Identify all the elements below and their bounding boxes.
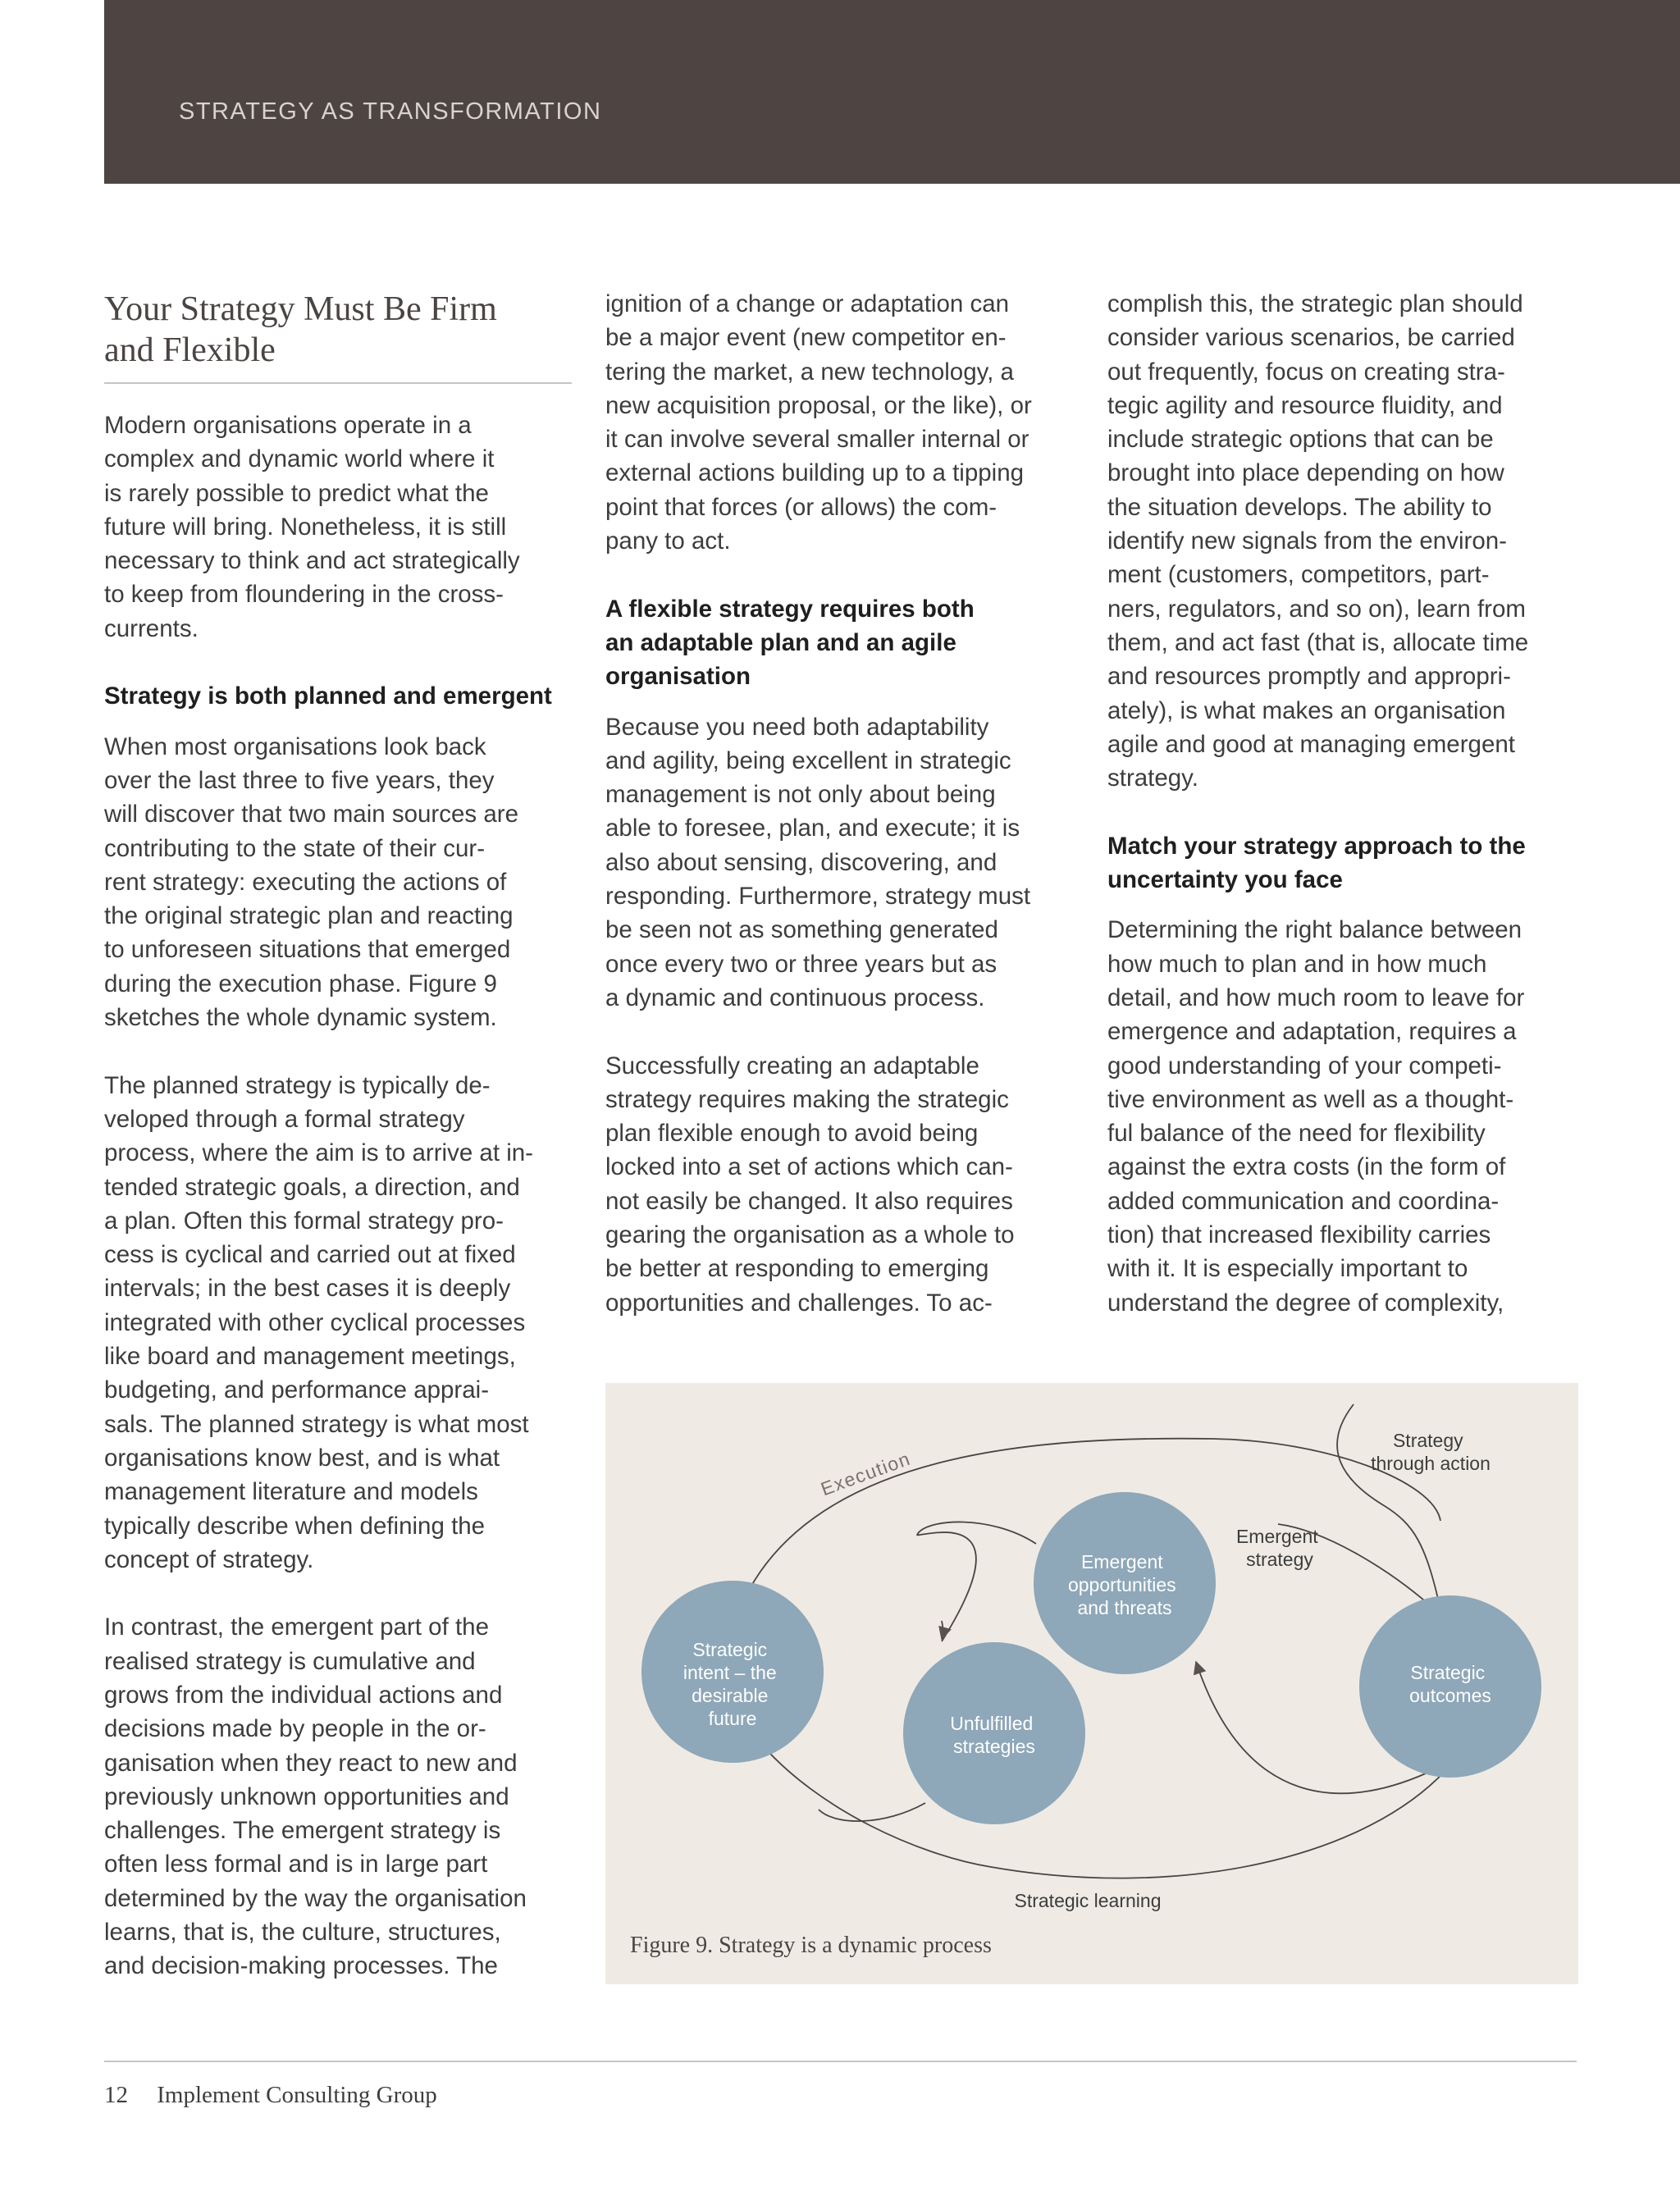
text-line: tended strategic goals, a direction, and xyxy=(104,1173,520,1201)
paragraph xyxy=(104,1069,576,1577)
label-emergent-strategy: Emergent strategy xyxy=(1235,1526,1318,1570)
text-line: previously unknown opportunities and xyxy=(104,1782,509,1810)
section-title xyxy=(104,289,576,371)
label-unfulfilled-strategies: Unfulfilled strategies xyxy=(950,1713,1035,1757)
text-line: management is not only about being xyxy=(605,781,996,809)
text-line: organisation xyxy=(605,663,751,691)
text-line: to unforeseen situations that emerged xyxy=(104,936,511,964)
text-line: responding. Furthermore, strategy must xyxy=(605,883,1031,911)
text-line: added communication and coordina- xyxy=(1107,1187,1500,1215)
page-number: 12 xyxy=(104,2082,128,2108)
text-line: tegic agility and resource fluidity, and xyxy=(1107,391,1503,419)
text-line: Modern organisations operate in a xyxy=(104,412,472,439)
text-line: process, where the aim is to arrive at in- xyxy=(104,1139,534,1167)
text-line: consider various scenarios, be carried xyxy=(1107,324,1515,352)
text-line: In contrast, the emergent part of the xyxy=(104,1613,489,1641)
text-line: point that forces (or allows) the com- xyxy=(605,493,998,521)
subhead-planned-emergent: Strategy is both planned and emergent xyxy=(104,682,552,710)
text-line: it can involve several smaller internal or xyxy=(605,426,1029,454)
text-line: sketches the whole dynamic system. xyxy=(104,1004,497,1032)
text-line: and decision-making processes. The xyxy=(104,1952,498,1980)
paragraph xyxy=(605,287,1077,558)
strategic-learning-arc xyxy=(761,1744,1450,1878)
text-line: understand the degree of complexity, xyxy=(1107,1289,1504,1317)
text-line: the situation develops. The ability to xyxy=(1107,493,1492,521)
text-line: uncertainty you face xyxy=(1107,866,1343,894)
text-line: complish this, the strategic plan should xyxy=(1107,290,1523,317)
text-line: cess is cyclical and carried out at fixed xyxy=(104,1241,516,1269)
header-band xyxy=(104,0,1680,184)
text-line: agile and good at managing emergent xyxy=(1107,730,1515,758)
text-line: to keep from floundering in the cross- xyxy=(104,581,504,609)
footer-divider xyxy=(104,2061,1577,2062)
text-line: not easily be changed. It also requires xyxy=(605,1187,1013,1215)
text-line: tering the market, a new technology, a xyxy=(605,358,1014,386)
column-1 xyxy=(104,287,576,1983)
text-line: typically describe when defining the xyxy=(104,1512,486,1540)
page-footer xyxy=(104,2082,437,2109)
text-line: an adaptable plan and an agile xyxy=(605,628,956,656)
paragraph xyxy=(104,1610,576,1983)
text-line: ignition of a change or adaptation can xyxy=(605,290,1010,317)
text-line: tion) that increased flexibility carries xyxy=(1107,1221,1491,1249)
text-line: intervals; in the best cases it is deeply xyxy=(104,1275,511,1303)
text-line: over the last three to five years, they xyxy=(104,766,495,794)
text-line: during the execution phase. Figure 9 xyxy=(104,970,497,997)
paragraph xyxy=(605,710,1077,1016)
text-line: challenges. The emergent strategy is xyxy=(104,1817,501,1845)
text-line: learns, that is, the culture, structures, xyxy=(104,1919,501,1947)
text-line: sals. The planned strategy is what most xyxy=(104,1410,529,1438)
text-line: budgeting, and performance apprai- xyxy=(104,1376,490,1404)
text-line: emergence and adaptation, requires a xyxy=(1107,1018,1517,1046)
column-2 xyxy=(605,287,1077,1320)
text-line: opportunities and challenges. To ac- xyxy=(605,1289,993,1317)
text-line: complex and dynamic world where it xyxy=(104,445,495,473)
text-line: the original strategic plan and reacting xyxy=(104,902,514,930)
text-line: integrated with other cyclical processes xyxy=(104,1308,526,1336)
text-line: tive environment as well as a thought- xyxy=(1107,1085,1514,1113)
text-line: plan flexible enough to avoid being xyxy=(605,1120,979,1148)
figure-9 xyxy=(605,1383,1578,1984)
text-line: good understanding of your competi- xyxy=(1107,1052,1502,1079)
text-line: decisions made by people in the or- xyxy=(104,1715,486,1743)
text-line: contributing to the state of their cur- xyxy=(104,834,486,862)
label-emergent-opportunities: Emergent opportunities and threats xyxy=(1067,1551,1176,1618)
subhead-match-approach xyxy=(1107,829,1583,897)
text-line: necessary to think and act strategically xyxy=(104,547,520,575)
text-line: external actions building up to a tipping xyxy=(605,459,1025,487)
text-line: be seen not as something generated xyxy=(605,916,998,944)
figure-caption: Figure 9. Strategy is a dynamic process xyxy=(630,1933,992,1958)
text-line: identify new signals from the environ- xyxy=(1107,527,1507,555)
label-execution: Execution xyxy=(818,1447,914,1500)
publisher-name: Implement Consulting Group xyxy=(157,2082,437,2108)
text-line: organisations know best, and is what xyxy=(104,1444,500,1472)
text-line: strategy requires making the strategic xyxy=(605,1085,1009,1113)
execution-arrowhead xyxy=(942,1621,943,1639)
text-line: rent strategy: executing the actions of xyxy=(104,868,507,896)
section-title-line-2: and Flexible xyxy=(104,331,276,369)
text-line: be a major event (new competitor en- xyxy=(605,324,1007,352)
text-line: strategy. xyxy=(1107,765,1198,792)
text-line: Match your strategy approach to the xyxy=(1107,832,1526,860)
column-3 xyxy=(1107,287,1583,1320)
paragraph xyxy=(104,730,576,1035)
text-line: locked into a set of actions which can- xyxy=(605,1153,1013,1181)
label-strategy-through-action: Strategy through action xyxy=(1371,1430,1491,1474)
text-line: ment (customers, competitors, part- xyxy=(1107,561,1490,589)
label-strategic-outcomes: Strategic outcomes xyxy=(1409,1662,1491,1706)
text-line: ful balance of the need for flexibility xyxy=(1107,1120,1486,1148)
strategy-diagram xyxy=(605,1383,1578,1984)
text-line: ately), is what makes an organisation xyxy=(1107,696,1506,724)
text-line: currents. xyxy=(104,614,199,642)
text-line: like board and management meetings, xyxy=(104,1343,516,1371)
execution-to-unfulfilled-arrow xyxy=(917,1522,1036,1641)
text-line: grows from the individual actions and xyxy=(104,1681,503,1709)
text-line: ners, regulators, and so on), learn from xyxy=(1107,595,1526,623)
text-line: and resources promptly and appropri- xyxy=(1107,663,1511,691)
text-line: and agility, being excellent in strategic xyxy=(605,746,1011,774)
text-line: The planned strategy is typically de- xyxy=(104,1071,491,1099)
text-line: with it. It is especially important to xyxy=(1107,1255,1468,1283)
text-line: will discover that two main sources are xyxy=(104,801,518,828)
text-line: concept of strategy. xyxy=(104,1545,314,1573)
text-line: a dynamic and continuous process. xyxy=(605,984,985,1011)
text-line: be better at responding to emerging xyxy=(605,1255,989,1283)
paragraph xyxy=(605,1049,1077,1320)
text-line: against the extra costs (in the form of xyxy=(1107,1153,1506,1181)
text-line: ganisation when they react to new and xyxy=(104,1749,518,1777)
text-line: Successfully creating an adaptable xyxy=(605,1052,979,1079)
text-line: often less formal and is in large part xyxy=(104,1851,488,1878)
text-line: When most organisations look back xyxy=(104,733,486,760)
text-line: new acquisition proposal, or the like), or xyxy=(605,391,1032,419)
text-line: them, and act fast (that is, allocate time xyxy=(1107,628,1529,656)
paragraph xyxy=(1107,287,1583,795)
text-line: A flexible strategy requires both xyxy=(605,595,975,623)
text-line: once every two or three years but as xyxy=(605,950,998,978)
text-line: Because you need both adaptability xyxy=(605,713,989,741)
text-line: how much to plan and in how much xyxy=(1107,950,1487,978)
label-strategic-learning: Strategic learning xyxy=(1014,1890,1162,1911)
paragraph xyxy=(1107,913,1583,1320)
text-line: Determining the right balance between xyxy=(1107,916,1522,944)
text-line: future will bring. Nonetheless, it is still xyxy=(104,513,507,541)
text-line: a plan. Often this formal strategy pro- xyxy=(104,1207,504,1235)
text-line: veloped through a formal strategy xyxy=(104,1105,465,1133)
subhead-flexible-strategy xyxy=(605,592,1077,694)
text-line: also about sensing, discovering, and xyxy=(605,848,998,876)
text-line: management literature and models xyxy=(104,1478,478,1506)
intro-paragraph xyxy=(104,409,576,646)
text-line: realised strategy is cumulative and xyxy=(104,1647,476,1675)
running-header: STRATEGY AS TRANSFORMATION xyxy=(179,98,602,125)
section-title-line-1: Your Strategy Must Be Firm xyxy=(104,290,497,328)
text-line: detail, and how much room to leave for xyxy=(1107,984,1525,1011)
text-line: gearing the organisation as a whole to xyxy=(605,1221,1015,1249)
text-line: pany to act. xyxy=(605,527,731,555)
label-strategic-intent: Strategic intent – the desirable future xyxy=(682,1639,777,1729)
text-line: determined by the way the organisation xyxy=(104,1884,527,1912)
title-divider xyxy=(104,382,572,384)
text-line: out frequently, focus on creating stra- xyxy=(1107,358,1505,386)
text-line: is rarely possible to predict what the xyxy=(104,479,489,507)
text-line: brought into place depending on how xyxy=(1107,459,1504,487)
text-line: able to foresee, plan, and execute; it is xyxy=(605,815,1020,842)
text-line: include strategic options that can be xyxy=(1107,426,1494,454)
